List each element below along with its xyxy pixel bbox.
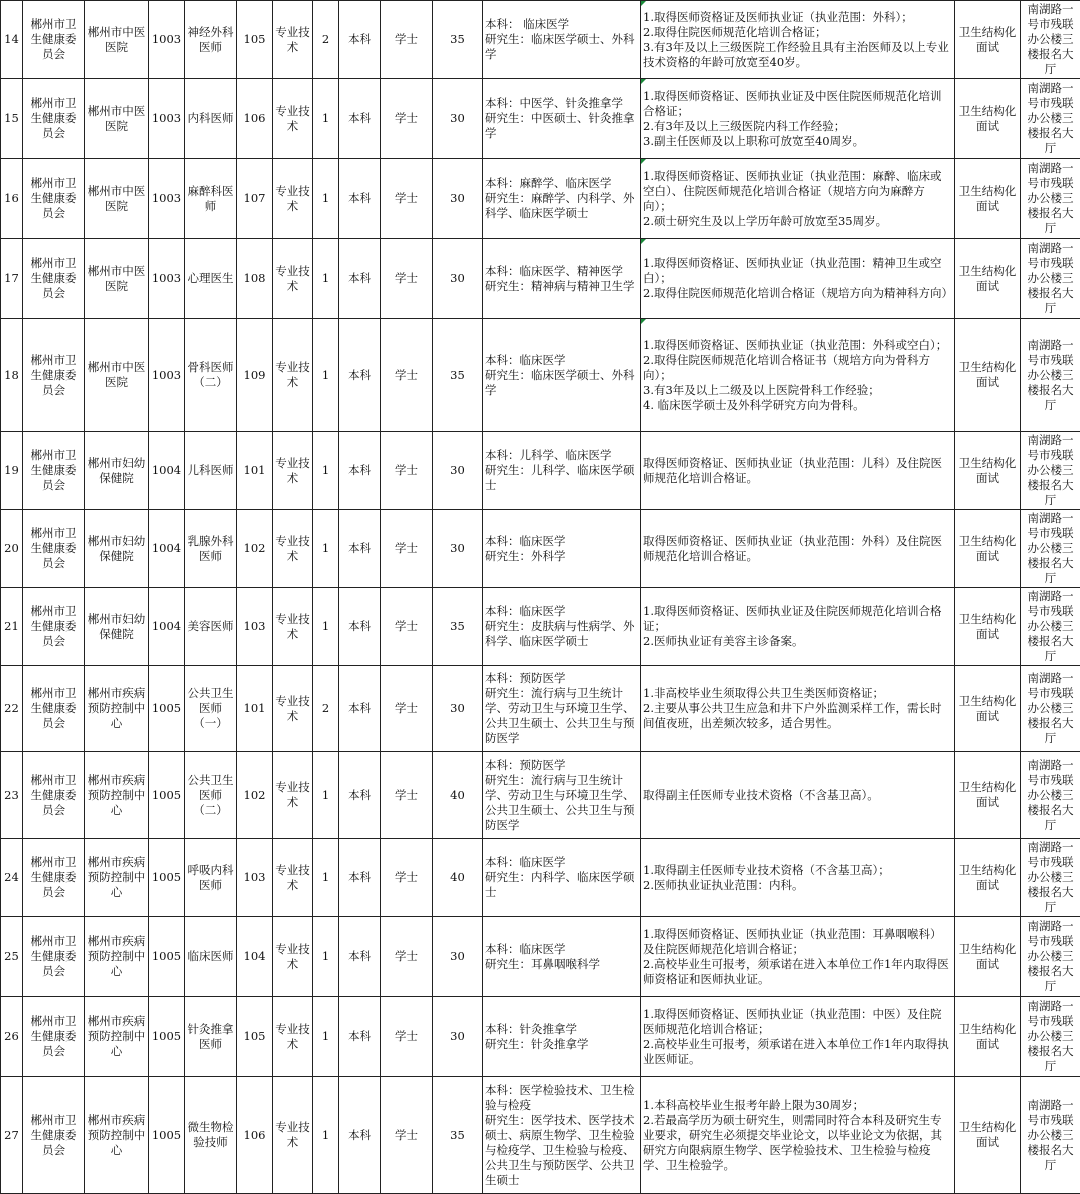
table-row [1, 752, 1080, 839]
table-body [1, 1, 1080, 1194]
registration-location-cell: 南湖路一号市残联办公楼三楼报名大厅 [1021, 666, 1080, 752]
exam-method-cell: 卫生结构化面试 [955, 319, 1021, 432]
age-limit-cell: 35 [433, 1, 483, 79]
major-requirements-cell [483, 239, 641, 319]
row-number: 25 [1, 917, 23, 997]
education-cell: 本科 [339, 588, 381, 666]
category-cell: 专业技术 [273, 997, 313, 1077]
major-line: 本科：麻醉学、临床医学 [485, 176, 638, 191]
condition-line: 2.若最高学历为硕士研究生，则需同时符合本科及研究生专业要求，研究生必须提交毕业论文，以毕业论文为依据，其研究方向限病原生物学、医学检验技术、卫生检验与检疫学、卫生检验学。 [643, 1113, 952, 1173]
degree-cell: 学士 [381, 839, 433, 917]
registration-location-cell: 南湖路一号市残联办公楼三楼报名大厅 [1021, 1077, 1080, 1194]
degree-cell: 学士 [381, 319, 433, 432]
major-line: 本科：预防医学 [485, 758, 638, 773]
condition-line: 1.取得医师资格证、医师执业证（执业范围：耳鼻咽喉科）及住院医师规范化培训合格证； [643, 927, 952, 957]
position-name-cell: 临床医师 [185, 917, 237, 997]
degree-cell: 学士 [381, 510, 433, 588]
age-limit-cell: 30 [433, 79, 483, 159]
unit-code-cell: 1005 [149, 839, 185, 917]
major-line: 本科：医学检验技术、卫生检验与检疫 [485, 1083, 638, 1113]
headcount-cell: 1 [313, 510, 339, 588]
unit-code-cell: 1004 [149, 588, 185, 666]
position-name-cell: 呼吸内科医师 [185, 839, 237, 917]
condition-line: 1.取得医师资格证、医师执业证（执业范围：麻醉、临床或空白）、住院医师规范化培训合格证（规培方向为麻醉方向）； [643, 169, 952, 214]
exam-method-cell: 卫生结构化面试 [955, 752, 1021, 839]
registration-location-cell: 南湖路一号市残联办公楼三楼报名大厅 [1021, 588, 1080, 666]
row-number: 22 [1, 666, 23, 752]
position-code-cell: 105 [237, 1, 273, 79]
department-cell: 郴州市卫生健康委员会 [23, 79, 85, 159]
employer-cell: 郴州市妇幼保健院 [85, 432, 149, 510]
department-cell: 郴州市卫生健康委员会 [23, 917, 85, 997]
registration-location-cell: 南湖路一号市残联办公楼三楼报名大厅 [1021, 997, 1080, 1077]
education-cell: 本科 [339, 752, 381, 839]
condition-line: 1.取得副主任医师专业技术资格（不含基卫高）； [643, 863, 952, 878]
employer-cell: 郴州市妇幼保健院 [85, 510, 149, 588]
major-requirements-cell [483, 319, 641, 432]
age-limit-cell: 30 [433, 997, 483, 1077]
other-conditions-cell [641, 1, 955, 79]
exam-method-cell: 卫生结构化面试 [955, 839, 1021, 917]
unit-code-cell: 1004 [149, 510, 185, 588]
position-name-cell: 美容医师 [185, 588, 237, 666]
row-number: 19 [1, 432, 23, 510]
headcount-cell: 1 [313, 1077, 339, 1194]
table-row [1, 997, 1080, 1077]
education-cell: 本科 [339, 1077, 381, 1194]
registration-location-cell: 南湖路一号市残联办公楼三楼报名大厅 [1021, 510, 1080, 588]
position-name-cell: 微生物检验技师 [185, 1077, 237, 1194]
degree-cell: 学士 [381, 79, 433, 159]
education-cell: 本科 [339, 917, 381, 997]
condition-line: 取得副主任医师专业技术资格（不含基卫高）。 [643, 788, 952, 803]
employer-cell: 郴州市疾病预防控制中心 [85, 752, 149, 839]
position-code-cell: 104 [237, 917, 273, 997]
headcount-cell: 2 [313, 666, 339, 752]
condition-line: 取得医师资格证、医师执业证（执业范围：外科）及住院医师规范化培训合格证。 [643, 534, 952, 564]
education-cell: 本科 [339, 839, 381, 917]
registration-location-cell: 南湖路一号市残联办公楼三楼报名大厅 [1021, 79, 1080, 159]
exam-method-cell: 卫生结构化面试 [955, 1, 1021, 79]
condition-line: 2.有3年及以上三级医院内科工作经验； [643, 119, 952, 134]
major-requirements-cell [483, 839, 641, 917]
major-line: 本科：临床医学 [485, 604, 638, 619]
table-row [1, 239, 1080, 319]
degree-cell: 学士 [381, 432, 433, 510]
condition-line: 1.取得医师资格证、医师执业证及住院医师规范化培训合格证； [643, 604, 952, 634]
department-cell: 郴州市卫生健康委员会 [23, 1, 85, 79]
unit-code-cell: 1003 [149, 1, 185, 79]
condition-line: 2.医师执业证执业范围：内科。 [643, 878, 952, 893]
major-line: 研究生：精神病与精神卫生学 [485, 279, 638, 294]
headcount-cell: 1 [313, 839, 339, 917]
unit-code-cell: 1005 [149, 997, 185, 1077]
condition-line: 1.取得医师资格证、医师执业证及中医住院医师规范化培训合格证； [643, 89, 952, 119]
category-cell: 专业技术 [273, 79, 313, 159]
condition-line: 1.取得医师资格证、医师执业证（执业范围：中医）及住院医师规范化培训合格证； [643, 1007, 952, 1037]
department-cell: 郴州市卫生健康委员会 [23, 666, 85, 752]
major-line: 研究生：外科学 [485, 549, 638, 564]
condition-line: 2.医师执业证有美容主诊备案。 [643, 634, 952, 649]
unit-code-cell: 1005 [149, 752, 185, 839]
condition-line: 2.取得住院医师规范化培训合格证（规培方向为精神科方向） [643, 286, 952, 301]
major-line: 本科：中医学、针灸推拿学 [485, 96, 638, 111]
major-line: 研究生：临床医学硕士、外科学 [485, 32, 638, 62]
major-line: 研究生：流行病与卫生统计学、劳动卫生与环境卫生学、公共卫生硕士、公共卫生与预防医学 [485, 686, 638, 746]
unit-code-cell: 1005 [149, 917, 185, 997]
major-line: 本科：临床医学、精神医学 [485, 264, 638, 279]
education-cell: 本科 [339, 432, 381, 510]
category-cell: 专业技术 [273, 510, 313, 588]
condition-line: 1.本科高校毕业生报考年龄上限为30周岁； [643, 1098, 952, 1113]
table-row [1, 666, 1080, 752]
table-row [1, 917, 1080, 997]
degree-cell: 学士 [381, 997, 433, 1077]
position-code-cell: 103 [237, 839, 273, 917]
registration-location-cell: 南湖路一号市残联办公楼三楼报名大厅 [1021, 432, 1080, 510]
unit-code-cell: 1005 [149, 1077, 185, 1194]
registration-location-cell: 南湖路一号市残联办公楼三楼报名大厅 [1021, 839, 1080, 917]
position-name-cell: 公共卫生医师（一） [185, 666, 237, 752]
table-row [1, 1077, 1080, 1194]
headcount-cell: 1 [313, 917, 339, 997]
category-cell: 专业技术 [273, 159, 313, 239]
major-requirements-cell [483, 752, 641, 839]
position-name-cell: 公共卫生医师（二） [185, 752, 237, 839]
age-limit-cell: 35 [433, 588, 483, 666]
position-code-cell: 103 [237, 588, 273, 666]
position-code-cell: 106 [237, 79, 273, 159]
department-cell: 郴州市卫生健康委员会 [23, 159, 85, 239]
condition-line: 3.有3年及以上二级及以上医院骨科工作经验； [643, 383, 952, 398]
age-limit-cell: 35 [433, 1077, 483, 1194]
major-requirements-cell [483, 666, 641, 752]
registration-location-cell: 南湖路一号市残联办公楼三楼报名大厅 [1021, 319, 1080, 432]
employer-cell: 郴州市中医医院 [85, 319, 149, 432]
exam-method-cell: 卫生结构化面试 [955, 432, 1021, 510]
employer-cell: 郴州市疾病预防控制中心 [85, 997, 149, 1077]
employer-cell: 郴州市中医医院 [85, 159, 149, 239]
registration-location-cell: 南湖路一号市残联办公楼三楼报名大厅 [1021, 159, 1080, 239]
age-limit-cell: 30 [433, 510, 483, 588]
condition-line: 1.取得医师资格证、医师执业证（执业范围：外科或空白）； [643, 338, 952, 353]
table-row [1, 79, 1080, 159]
headcount-cell: 1 [313, 997, 339, 1077]
major-line: 研究生：临床医学硕士、外科学 [485, 368, 638, 398]
table-row [1, 319, 1080, 432]
employer-cell: 郴州市疾病预防控制中心 [85, 1077, 149, 1194]
registration-location-cell: 南湖路一号市残联办公楼三楼报名大厅 [1021, 1, 1080, 79]
unit-code-cell: 1003 [149, 79, 185, 159]
registration-location-cell: 南湖路一号市残联办公楼三楼报名大厅 [1021, 752, 1080, 839]
condition-line: 1.非高校毕业生须取得公共卫生类医师资格证； [643, 686, 952, 701]
condition-line: 2.主要从事公共卫生应急和井下户外监测采样工作，需长时间值夜班，出差频次较多，适合男性。 [643, 701, 952, 731]
other-conditions-cell [641, 159, 955, 239]
degree-cell: 学士 [381, 588, 433, 666]
exam-method-cell: 卫生结构化面试 [955, 510, 1021, 588]
unit-code-cell: 1003 [149, 319, 185, 432]
major-requirements-cell [483, 510, 641, 588]
table-row [1, 159, 1080, 239]
other-conditions-cell [641, 1077, 955, 1194]
employer-cell: 郴州市妇幼保健院 [85, 588, 149, 666]
age-limit-cell: 30 [433, 666, 483, 752]
position-code-cell: 101 [237, 666, 273, 752]
position-name-cell: 乳腺外科医师 [185, 510, 237, 588]
age-limit-cell: 40 [433, 752, 483, 839]
major-requirements-cell [483, 997, 641, 1077]
other-conditions-cell [641, 997, 955, 1077]
degree-cell: 学士 [381, 1077, 433, 1194]
row-number: 27 [1, 1077, 23, 1194]
age-limit-cell: 30 [433, 159, 483, 239]
position-code-cell: 107 [237, 159, 273, 239]
major-requirements-cell [483, 432, 641, 510]
department-cell: 郴州市卫生健康委员会 [23, 752, 85, 839]
other-conditions-cell [641, 588, 955, 666]
row-number: 16 [1, 159, 23, 239]
other-conditions-cell [641, 319, 955, 432]
table-row [1, 510, 1080, 588]
employer-cell: 郴州市疾病预防控制中心 [85, 666, 149, 752]
other-conditions-cell [641, 79, 955, 159]
employer-cell: 郴州市中医医院 [85, 239, 149, 319]
condition-line: 3.副主任医师及以上职称可放宽至40周岁。 [643, 134, 952, 149]
major-line: 本科：临床医学 [485, 534, 638, 549]
position-code-cell: 102 [237, 752, 273, 839]
education-cell: 本科 [339, 79, 381, 159]
department-cell: 郴州市卫生健康委员会 [23, 432, 85, 510]
condition-line: 2.高校毕业生可报考，须承诺在进入本单位工作1年内取得执业医师证。 [643, 1037, 952, 1067]
major-line: 研究生：皮肤病与性病学、外科学、临床医学硕士 [485, 619, 638, 649]
major-line: 研究生：麻醉学、内科学、外科学、临床医学硕士 [485, 191, 638, 221]
major-requirements-cell [483, 79, 641, 159]
table-row [1, 588, 1080, 666]
department-cell: 郴州市卫生健康委员会 [23, 1077, 85, 1194]
category-cell: 专业技术 [273, 752, 313, 839]
major-line: 本科：针灸推拿学 [485, 1022, 638, 1037]
age-limit-cell: 30 [433, 239, 483, 319]
major-line: 研究生：中医硕士、针灸推拿学 [485, 111, 638, 141]
degree-cell: 学士 [381, 666, 433, 752]
age-limit-cell: 30 [433, 917, 483, 997]
department-cell: 郴州市卫生健康委员会 [23, 319, 85, 432]
condition-line: 3.有3年及以上三级医院工作经验且具有主治医师及以上专业技术资格的年龄可放宽至40岁。 [643, 40, 952, 70]
category-cell: 专业技术 [273, 1077, 313, 1194]
other-conditions-cell [641, 666, 955, 752]
position-name-cell: 神经外科医师 [185, 1, 237, 79]
condition-line: 1.取得医师资格证及医师执业证（执业范围：外科）； [643, 10, 952, 25]
row-number: 18 [1, 319, 23, 432]
row-number: 14 [1, 1, 23, 79]
headcount-cell: 1 [313, 752, 339, 839]
degree-cell: 学士 [381, 917, 433, 997]
degree-cell: 学士 [381, 239, 433, 319]
position-name-cell: 骨科医师（二） [185, 319, 237, 432]
major-line: 本科： 临床医学 [485, 17, 638, 32]
position-name-cell: 内科医师 [185, 79, 237, 159]
unit-code-cell: 1003 [149, 239, 185, 319]
major-requirements-cell [483, 1077, 641, 1194]
row-number: 23 [1, 752, 23, 839]
condition-line: 取得医师资格证、医师执业证（执业范围：儿科）及住院医师规范化培训合格证。 [643, 456, 952, 486]
headcount-cell: 2 [313, 1, 339, 79]
degree-cell: 学士 [381, 752, 433, 839]
category-cell: 专业技术 [273, 432, 313, 510]
headcount-cell: 1 [313, 588, 339, 666]
category-cell: 专业技术 [273, 1, 313, 79]
major-line: 本科：临床医学 [485, 353, 638, 368]
exam-method-cell: 卫生结构化面试 [955, 588, 1021, 666]
headcount-cell: 1 [313, 432, 339, 510]
major-line: 研究生：流行病与卫生统计学、劳动卫生与环境卫生学、公共卫生硕士、公共卫生与预防医学 [485, 773, 638, 833]
condition-line: 1.取得医师资格证、医师执业证（执业范围：精神卫生或空白）； [643, 256, 952, 286]
exam-method-cell: 卫生结构化面试 [955, 239, 1021, 319]
other-conditions-cell [641, 839, 955, 917]
headcount-cell: 1 [313, 319, 339, 432]
category-cell: 专业技术 [273, 839, 313, 917]
major-line: 研究生：针灸推拿学 [485, 1037, 638, 1052]
department-cell: 郴州市卫生健康委员会 [23, 510, 85, 588]
employer-cell: 郴州市疾病预防控制中心 [85, 917, 149, 997]
condition-line: 4. 临床医学硕士及外科学研究方向为骨科。 [643, 398, 952, 413]
category-cell: 专业技术 [273, 666, 313, 752]
education-cell: 本科 [339, 997, 381, 1077]
position-name-cell: 心理医生 [185, 239, 237, 319]
condition-line: 2.硕士研究生及以上学历年龄可放宽至35周岁。 [643, 214, 952, 229]
department-cell: 郴州市卫生健康委员会 [23, 997, 85, 1077]
degree-cell: 学士 [381, 159, 433, 239]
employer-cell: 郴州市疾病预防控制中心 [85, 839, 149, 917]
major-requirements-cell [483, 588, 641, 666]
major-line: 本科：儿科学、临床医学 [485, 448, 638, 463]
headcount-cell: 1 [313, 79, 339, 159]
row-number: 20 [1, 510, 23, 588]
condition-line: 2.高校毕业生可报考，须承诺在进入本单位工作1年内取得医师资格证和医师执业证。 [643, 957, 952, 987]
major-line: 研究生：内科学、临床医学硕士 [485, 870, 638, 900]
exam-method-cell: 卫生结构化面试 [955, 917, 1021, 997]
major-line: 研究生：儿科学、临床医学硕士 [485, 463, 638, 493]
exam-method-cell: 卫生结构化面试 [955, 666, 1021, 752]
table-row [1, 839, 1080, 917]
department-cell: 郴州市卫生健康委员会 [23, 239, 85, 319]
exam-method-cell: 卫生结构化面试 [955, 79, 1021, 159]
major-requirements-cell [483, 159, 641, 239]
employer-cell: 郴州市中医医院 [85, 79, 149, 159]
major-line: 研究生：医学技术、医学技术硕士、病原生物学、卫生检验与检疫学、卫生检验与检疫、公共卫生与预防医学、公共卫生硕士 [485, 1113, 638, 1188]
education-cell: 本科 [339, 239, 381, 319]
category-cell: 专业技术 [273, 239, 313, 319]
row-number: 21 [1, 588, 23, 666]
exam-method-cell: 卫生结构化面试 [955, 1077, 1021, 1194]
table-row [1, 432, 1080, 510]
headcount-cell: 1 [313, 159, 339, 239]
position-name-cell: 针灸推拿医师 [185, 997, 237, 1077]
row-number: 26 [1, 997, 23, 1077]
education-cell: 本科 [339, 1, 381, 79]
position-code-cell: 102 [237, 510, 273, 588]
registration-location-cell: 南湖路一号市残联办公楼三楼报名大厅 [1021, 239, 1080, 319]
other-conditions-cell [641, 510, 955, 588]
category-cell: 专业技术 [273, 917, 313, 997]
category-cell: 专业技术 [273, 588, 313, 666]
major-line: 本科：预防医学 [485, 671, 638, 686]
other-conditions-cell [641, 239, 955, 319]
condition-line: 2.取得住院医师规范化培训合格证书（规培方向为骨科方向）； [643, 353, 952, 383]
major-line: 本科：临床医学 [485, 942, 638, 957]
other-conditions-cell [641, 917, 955, 997]
row-number: 15 [1, 79, 23, 159]
other-conditions-cell [641, 432, 955, 510]
degree-cell: 学士 [381, 1, 433, 79]
age-limit-cell: 30 [433, 432, 483, 510]
row-number: 17 [1, 239, 23, 319]
condition-line: 2.取得住院医师规范化培训合格证； [643, 25, 952, 40]
department-cell: 郴州市卫生健康委员会 [23, 588, 85, 666]
major-line: 本科：临床医学 [485, 855, 638, 870]
headcount-cell: 1 [313, 239, 339, 319]
major-line: 研究生：耳鼻咽喉科学 [485, 957, 638, 972]
exam-method-cell: 卫生结构化面试 [955, 159, 1021, 239]
major-requirements-cell [483, 1, 641, 79]
position-code-cell: 108 [237, 239, 273, 319]
education-cell: 本科 [339, 159, 381, 239]
position-code-cell: 109 [237, 319, 273, 432]
unit-code-cell: 1005 [149, 666, 185, 752]
position-code-cell: 106 [237, 1077, 273, 1194]
employer-cell: 郴州市中医医院 [85, 1, 149, 79]
position-code-cell: 101 [237, 432, 273, 510]
position-name-cell: 儿科医师 [185, 432, 237, 510]
table-row [1, 1, 1080, 79]
department-cell: 郴州市卫生健康委员会 [23, 839, 85, 917]
education-cell: 本科 [339, 666, 381, 752]
major-requirements-cell [483, 917, 641, 997]
education-cell: 本科 [339, 510, 381, 588]
unit-code-cell: 1004 [149, 432, 185, 510]
age-limit-cell: 40 [433, 839, 483, 917]
position-code-cell: 105 [237, 997, 273, 1077]
position-name-cell: 麻醉科医师 [185, 159, 237, 239]
age-limit-cell: 35 [433, 319, 483, 432]
row-number: 24 [1, 839, 23, 917]
unit-code-cell: 1003 [149, 159, 185, 239]
education-cell: 本科 [339, 319, 381, 432]
exam-method-cell: 卫生结构化面试 [955, 997, 1021, 1077]
registration-location-cell: 南湖路一号市残联办公楼三楼报名大厅 [1021, 917, 1080, 997]
other-conditions-cell [641, 752, 955, 839]
category-cell: 专业技术 [273, 319, 313, 432]
